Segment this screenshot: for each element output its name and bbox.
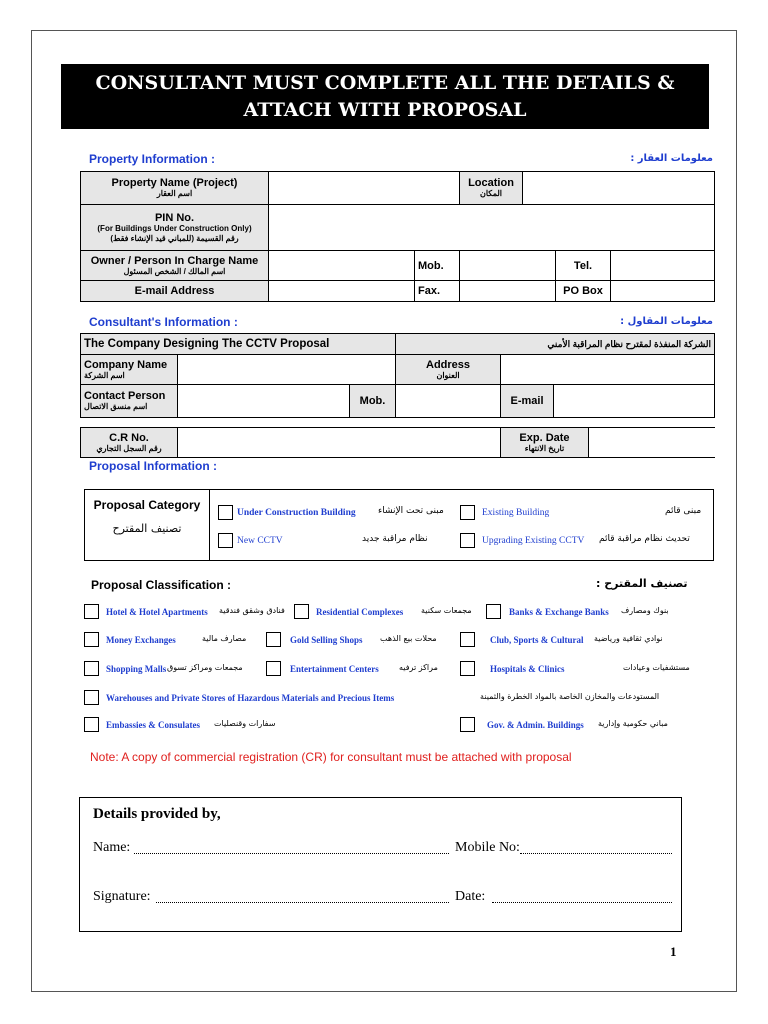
design-company-label-ar: الشركة المنفذة لمقترح نظام المراقبة الأمني [396, 334, 715, 355]
company-name-label: Company Name اسم الشركة [81, 355, 178, 385]
class-label-warehouses: Warehouses and Private Stores of Hazardous Materials and Precious Items [106, 693, 395, 703]
pobox-field[interactable] [611, 281, 715, 302]
exp-date-field[interactable] [589, 428, 715, 458]
category-checkbox-under-construction[interactable] [218, 505, 233, 520]
property-name-label: Property Name (Project) اسم العقار [81, 172, 269, 205]
contact-mob-field[interactable] [396, 385, 501, 418]
class-label-hospitals-ar: مستشفيات وعيادات [623, 663, 690, 672]
name-label: Name: [93, 840, 131, 855]
class-checkbox-malls[interactable] [84, 661, 99, 676]
company-name-field[interactable] [178, 355, 396, 385]
property-section-title: Property Information : [89, 152, 216, 166]
proposal-category-box [84, 489, 714, 561]
location-field[interactable] [523, 172, 715, 205]
class-checkbox-club[interactable] [460, 632, 475, 647]
class-label-hotel: Hotel & Hotel Apartments [106, 607, 208, 617]
class-label-residential-ar: مجمعات سكنية [421, 606, 472, 615]
date-line[interactable] [492, 902, 672, 903]
class-label-gold: Gold Selling Shops [290, 635, 363, 645]
category-label-under-construction: Under Construction Building [237, 508, 356, 518]
name-line[interactable] [134, 853, 449, 854]
class-label-embassies-ar: سفارات وقنصليات [214, 719, 276, 728]
class-checkbox-gov[interactable] [460, 717, 475, 732]
class-checkbox-hotel[interactable] [84, 604, 99, 619]
consultant-section-title-ar: معلومات المقاول : [620, 316, 713, 327]
class-checkbox-gold[interactable] [266, 632, 281, 647]
category-checkbox-existing[interactable] [460, 505, 475, 520]
proposal-section-title: Proposal Information : [89, 459, 218, 473]
class-checkbox-hospitals[interactable] [460, 661, 475, 676]
property-table [80, 171, 715, 302]
consultant-table [80, 333, 715, 418]
property-section-title-ar: معلومات العقار : [630, 153, 713, 164]
category-label-upgrading-ar: تحديث نظام مراقبة قائم [599, 534, 690, 544]
owner-label: Owner / Person In Charge Name اسم المالك / الشخص المسئول [81, 251, 269, 281]
exp-date-label: Exp. Date تاريخ الانتهاء [501, 428, 589, 458]
contact-email-label: E-mail [501, 385, 554, 418]
category-label-upgrading: Upgrading Existing CCTV [482, 536, 585, 546]
cr-attachment-note: Note: A copy of commercial registration (CR) for consultant must be attached with proposal [90, 750, 572, 764]
owner-tel-field[interactable] [611, 251, 715, 281]
category-label-existing-ar: مبنى قائم [665, 506, 702, 516]
contact-person-field[interactable] [178, 385, 350, 418]
design-company-label: The Company Designing The CCTV Proposal [81, 334, 396, 355]
class-label-gov: Gov. & Admin. Buildings [487, 720, 584, 730]
contact-person-label: Contact Person اسم منسق الاتصال [81, 385, 178, 418]
owner-mob-label: Mob. [415, 251, 460, 281]
signature-line[interactable] [156, 902, 449, 903]
consultant-section-title: Consultant's Information : [89, 315, 238, 329]
details-provided-box [79, 797, 682, 932]
fax-label: Fax. [415, 281, 460, 302]
class-label-banks: Banks & Exchange Banks [509, 607, 609, 617]
class-label-money-exchanges-ar: مصارف مالية [202, 634, 247, 643]
class-label-gold-ar: محلات بيع الذهب [380, 634, 437, 643]
cr-label: C.R No. رقم السجل التجاري [81, 428, 178, 458]
fax-field[interactable] [460, 281, 556, 302]
contact-email-field[interactable] [554, 385, 715, 418]
banner-line-1: CONSULTANT MUST COMPLETE ALL THE DETAILS & [95, 72, 675, 94]
mobile-label: Mobile No: [455, 840, 520, 855]
address-field[interactable] [501, 355, 715, 385]
pin-label: PIN No. (For Buildings Under Construction Only) رقم القسيمة (للمباني قيد الإنشاء فقط) [81, 205, 269, 251]
classification-title-ar: تصنيف المقترح : [596, 577, 688, 590]
class-checkbox-residential[interactable] [294, 604, 309, 619]
category-label-existing: Existing Building [482, 508, 550, 518]
location-label: Location المكان [460, 172, 523, 205]
proposal-category-label: Proposal Category تصنيف المقترح [85, 490, 210, 560]
cr-table [80, 427, 715, 458]
date-label: Date: [455, 889, 486, 904]
category-checkbox-new-cctv[interactable] [218, 533, 233, 548]
class-label-residential: Residential Complexes [316, 607, 404, 617]
details-title: Details provided by, [93, 806, 221, 822]
category-label-under-construction-ar: مبنى تحت الإنشاء [378, 506, 444, 516]
class-checkbox-money-exchanges[interactable] [84, 632, 99, 647]
contact-mob-label: Mob. [350, 385, 396, 418]
class-label-money-exchanges: Money Exchanges [106, 635, 176, 645]
owner-field[interactable] [269, 251, 415, 281]
class-label-hotel-ar: فنادق وشقق فندقية [219, 606, 285, 615]
pobox-label: PO Box [556, 281, 611, 302]
class-label-club-ar: نوادي ثقافية ورياضية [594, 634, 663, 643]
mobile-line[interactable] [520, 853, 672, 854]
banner-line-2: ATTACH WITH PROPOSAL [243, 99, 527, 121]
category-checkbox-upgrading[interactable] [460, 533, 475, 548]
form-banner [61, 64, 709, 129]
category-label-new-cctv: New CCTV [237, 536, 283, 546]
class-label-entertainment: Entertainment Centers [290, 664, 379, 674]
property-name-field[interactable] [269, 172, 460, 205]
cr-field[interactable] [178, 428, 501, 458]
address-label: Address العنوان [396, 355, 501, 385]
signature-label: Signature: [93, 889, 151, 904]
pin-field[interactable] [269, 205, 715, 251]
class-label-warehouses-ar: المستودعات والمخازن الخاصة بالمواد الخطرة والثمينة [480, 692, 660, 701]
class-label-hospitals: Hospitals & Clinics [490, 664, 565, 674]
class-label-malls: Shopping Malls [106, 664, 167, 674]
class-label-embassies: Embassies & Consulates [106, 720, 201, 730]
class-label-entertainment-ar: مراكز ترفيه [399, 663, 438, 672]
email-address-field[interactable] [269, 281, 415, 302]
class-checkbox-warehouses[interactable] [84, 690, 99, 705]
class-checkbox-entertainment[interactable] [266, 661, 281, 676]
page-number: 1 [670, 944, 677, 959]
class-label-malls-ar: مجمعات ومراكز تسوق [167, 663, 243, 672]
class-checkbox-banks[interactable] [486, 604, 501, 619]
class-label-gov-ar: مباني حكومية وإدارية [598, 719, 668, 728]
category-label-new-cctv-ar: نظام مراقبة جديد [362, 534, 428, 544]
class-label-club: Club, Sports & Cultural [490, 635, 584, 645]
classification-title: Proposal Classification : [91, 578, 232, 592]
class-label-banks-ar: بنوك ومصارف [621, 606, 669, 615]
owner-mob-field[interactable] [460, 251, 556, 281]
owner-tel-label: Tel. [556, 251, 611, 281]
email-address-label: E-mail Address [81, 281, 269, 302]
class-checkbox-embassies[interactable] [84, 717, 99, 732]
